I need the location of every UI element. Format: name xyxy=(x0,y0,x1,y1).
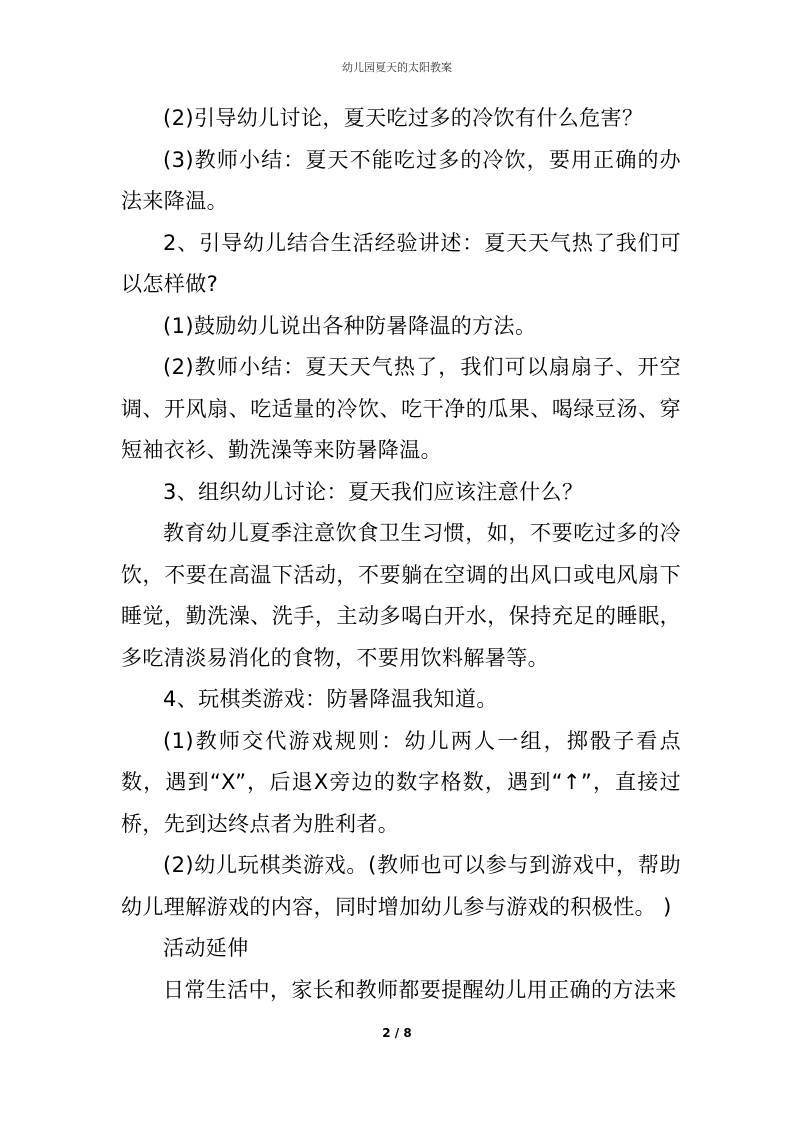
paragraph: (1)鼓励幼儿说出各种防暑降温的方法。 xyxy=(163,313,537,338)
paragraph: (2)幼儿玩棋类游戏。(教师也可以参与到游戏中，帮助幼儿理解游戏的内容，同时增加幼儿参与游戏的积极性。 ) xyxy=(121,853,681,919)
paragraph: (2)引导幼儿讨论，夏天吃过多的冷饮有什么危害？ xyxy=(163,106,644,130)
paragraph: 3、组织幼儿讨论：夏天我们应该注意什么？ xyxy=(163,479,584,504)
paragraph: (2)教师小结：夏天天气热了，我们可以扇扇子、开空调、开风扇、吃适量的冷饮、吃干净的瓜果、喝绿豆汤、穿短袖衣衫、勤洗澡等来防暑降温。 xyxy=(121,355,681,462)
paragraph: 教育幼儿夏季注意饮食卫生习惯，如，不要吃过多的冷饮，不要在高温下活动，不要躺在空调的出风口或电风扇下睡觉，勤洗澡、洗手，主动多喝白开水，保持充足的睡眠，多吃清淡易消化的食物，不要用饮料解暑等。 xyxy=(121,521,681,670)
paragraph: 4、玩棋类游戏：防暑降温我知道。 xyxy=(163,687,498,711)
paragraph: 2、引导幼儿结合生活经验讲述：夏天天气热了我们可以怎样做? xyxy=(121,230,681,296)
paragraph: (3)教师小结：夏天不能吃过多的冷饮，要用正确的办法来降温。 xyxy=(121,147,681,213)
section-heading: 活动延伸 xyxy=(163,936,249,960)
paragraph: 日常生活中，家长和教师都要提醒幼儿用正确的方法来 xyxy=(163,977,677,1002)
document-body xyxy=(121,98,681,1011)
page-number: 2 / 8 xyxy=(382,1026,412,1040)
page-header: 幼儿园夏天的太阳教案 xyxy=(342,61,452,74)
paragraph: (1)教师交代游戏规则：幼儿两人一组，掷骰子看点数，遇到“X”，后退X旁边的数字格数，遇到“↑”，直接过桥，先到达终点者为胜利者。 xyxy=(121,728,681,836)
